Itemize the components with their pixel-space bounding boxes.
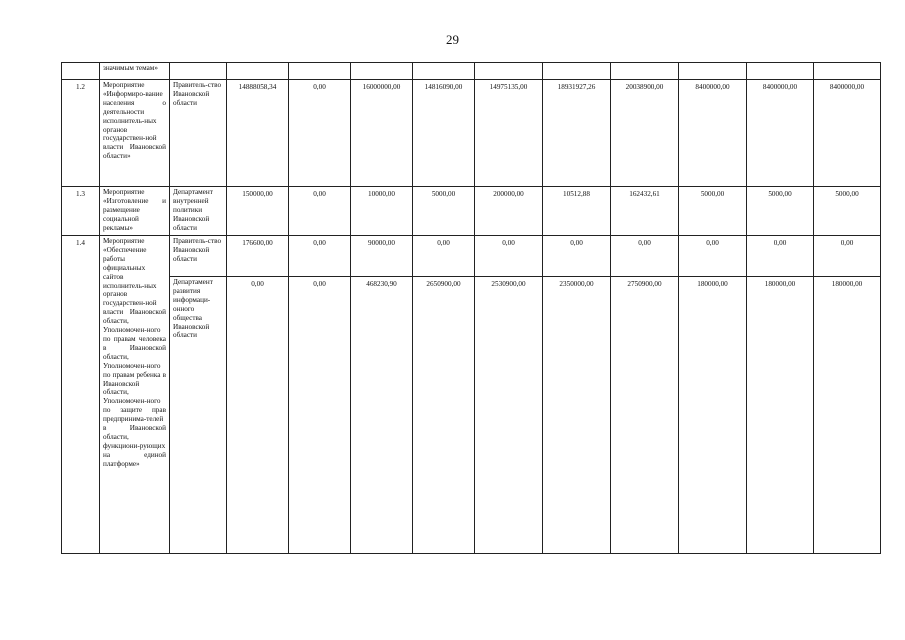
value-cell: 200000,00: [475, 187, 543, 236]
executor-cell: Департамент развития информаци-онного общества Ивановской области: [170, 277, 227, 554]
value-cell: 14888058,34: [227, 80, 289, 187]
value-cell: 180000,00: [679, 277, 747, 554]
value-cell: 20038900,00: [611, 80, 679, 187]
value-cell: 0,00: [679, 236, 747, 277]
value-cell: 5000,00: [747, 187, 814, 236]
description-cell: значимым темам»: [100, 63, 170, 80]
value-cell: 14816090,00: [413, 80, 475, 187]
table-row-1-4-a: [62, 236, 881, 277]
value-cell: 8400000,00: [747, 80, 814, 187]
value-cell: 5000,00: [413, 187, 475, 236]
value-cell: 0,00: [814, 236, 881, 277]
value-cell: 18931927,26: [543, 80, 611, 187]
value-cell: 0,00: [289, 187, 351, 236]
row-number-cell: 1.3: [62, 187, 100, 236]
table-row-1-3: [62, 187, 881, 236]
value-cell: 176600,00: [227, 236, 289, 277]
value-cell: [289, 63, 351, 80]
executor-cell: Правитель-ство Ивановской области: [170, 236, 227, 277]
value-cell: [227, 63, 289, 80]
value-cell: 14975135,00: [475, 80, 543, 187]
table-row-1-4-b: [62, 277, 881, 554]
description-cell: Мероприятие «Информиро-вание населения о деятельности исполнитель-ных органов государствен-ной власти Ивановской области»: [100, 80, 170, 187]
value-cell: 5000,00: [679, 187, 747, 236]
value-cell: [611, 63, 679, 80]
table-row-1-2: [62, 80, 881, 187]
value-cell: 468230,90: [351, 277, 413, 554]
value-cell: 0,00: [289, 80, 351, 187]
value-cell: 90000,00: [351, 236, 413, 277]
value-cell: 0,00: [543, 236, 611, 277]
value-cell: 0,00: [611, 236, 679, 277]
value-cell: 0,00: [747, 236, 814, 277]
value-cell: 0,00: [413, 236, 475, 277]
executor-cell: Правитель-ство Ивановской области: [170, 80, 227, 187]
page-number: 29: [446, 32, 459, 47]
value-cell: 16000000,00: [351, 80, 413, 187]
value-cell: 10512,88: [543, 187, 611, 236]
value-cell: 2350000,00: [543, 277, 611, 554]
executor-cell: Департамент внутренней политики Ивановской области: [170, 187, 227, 236]
description-cell: Мероприятие «Изготовление и размещение социальной рекламы»: [100, 187, 170, 236]
value-cell: 2530900,00: [475, 277, 543, 554]
value-cell: 0,00: [475, 236, 543, 277]
value-cell: 180000,00: [814, 277, 881, 554]
value-cell: 5000,00: [814, 187, 881, 236]
value-cell: 0,00: [227, 277, 289, 554]
executor-cell: [170, 63, 227, 80]
value-cell: 2650900,00: [413, 277, 475, 554]
value-cell: 10000,00: [351, 187, 413, 236]
budget-table: [61, 62, 881, 554]
value-cell: [679, 63, 747, 80]
row-number-cell: [62, 63, 100, 80]
row-number-cell: 1.2: [62, 80, 100, 187]
value-cell: 150000,00: [227, 187, 289, 236]
value-cell: [475, 63, 543, 80]
value-cell: 2750900,00: [611, 277, 679, 554]
value-cell: 8400000,00: [679, 80, 747, 187]
value-cell: 180000,00: [747, 277, 814, 554]
table-row-continuation: [62, 63, 881, 80]
value-cell: 0,00: [289, 277, 351, 554]
value-cell: [413, 63, 475, 80]
value-cell: 0,00: [289, 236, 351, 277]
value-cell: 162432,61: [611, 187, 679, 236]
description-cell: Мероприятие «Обеспечение работы официальных сайтов исполнитель-ных органов государствен-ной власти Ивановской области, Уполномочен-ного по правам человека в Ивановской области, Уполномочен-ного по правам ребенка в Ивановской области, Уполномочен-ного по защите прав предпринима-телей в Ивановской области, функциони-рующих на единой платформе»: [100, 236, 170, 554]
value-cell: [543, 63, 611, 80]
value-cell: 8400000,00: [814, 80, 881, 187]
value-cell: [747, 63, 814, 80]
value-cell: [814, 63, 881, 80]
row-number-cell: 1.4: [62, 236, 100, 554]
value-cell: [351, 63, 413, 80]
